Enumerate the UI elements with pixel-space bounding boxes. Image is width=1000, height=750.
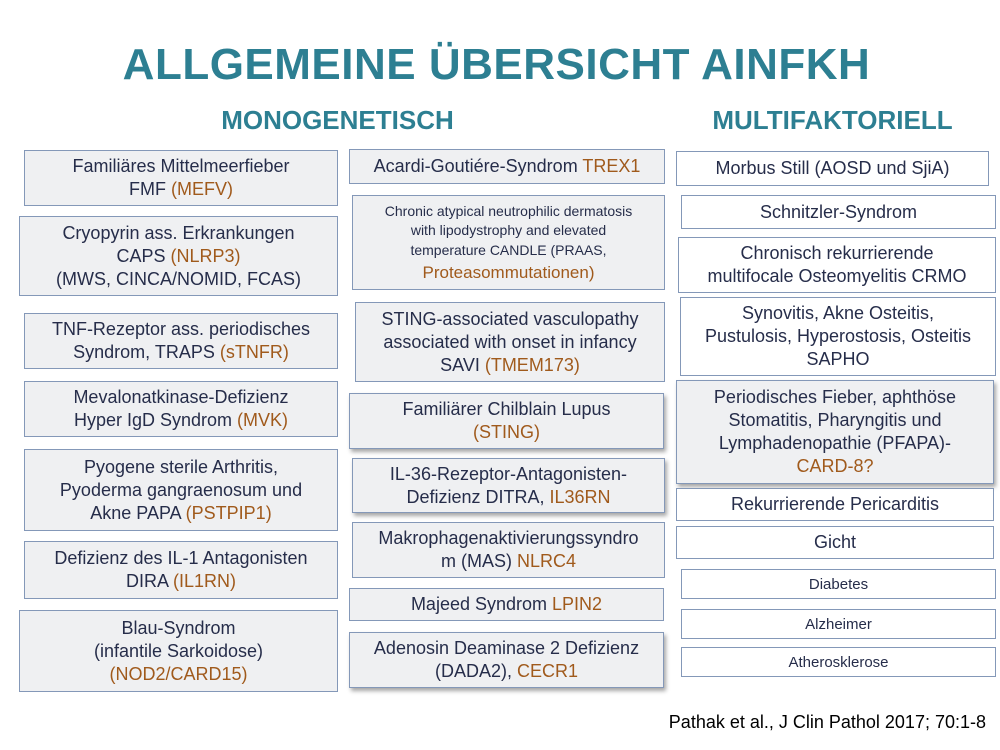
disease-box-morbus-still [676,151,989,186]
gene-label: (NLRP3) [170,245,241,266]
box-line: Gicht [813,532,856,552]
box-line: Cryopyrin ass. Erkrankungen [62,222,295,243]
box-line: m (MAS) [440,551,517,571]
box-line: DIRA [125,571,173,591]
box-line: Mevalonatkinase-Defizienz [73,387,289,407]
box-line: Synovitis, Akne Osteitis, [741,303,935,323]
disease-box-traps [24,313,338,369]
box-line: Defizienz DITRA, [406,486,550,507]
box-line: Alzheimer [805,615,872,633]
disease-box-fmf [24,150,338,206]
box-line: FMF [129,179,171,199]
box-line: Familiärer Chilblain Lupus [402,399,611,419]
box-line: Pustulosis, Hyperostosis, Osteitis [704,326,972,346]
box-line: Diabetes [808,575,869,593]
disease-box-candle [352,195,665,290]
box-line: SAVI [440,354,485,375]
box-line: Chronic atypical neutrophilic dermatosis [384,202,633,219]
gene-label: (MEFV) [171,179,233,199]
box-line: Akne PAPA [90,502,186,523]
box-line: associated with onset in infancy [383,331,637,352]
column-heading-multifactorial: MULTIFAKTORIELL [712,105,953,135]
box-line: Chronisch rekurrierende [740,243,934,263]
disease-box-mas [352,522,665,578]
disease-box-dira [24,541,338,599]
box-line: STING-associated vasculopathy [381,308,639,329]
disease-box-ditra [352,458,665,513]
box-line: (DADA2), [434,661,517,681]
gene-label: (STING) [473,422,540,442]
gene-label: CECR1 [517,661,579,681]
box-line: SAPHO [806,349,870,369]
disease-box-diabetes [681,569,996,599]
box-line: Blau-Syndrom [121,617,236,638]
disease-box-pericarditis [676,488,994,521]
box-line: with lipodystrophy and elevated [410,221,607,238]
box-line: IL-36-Rezeptor-Antagonisten- [389,463,628,484]
disease-box-majeed [349,588,664,621]
disease-box-chilblain-lupus [349,393,664,449]
box-line: Adenosin Deaminase 2 Defizienz [373,638,640,658]
box-line: Pyoderma gangraenosum und [59,479,303,500]
box-line: (infantile Sarkoidose) [93,640,264,661]
gene-label: (NOD2/CARD15) [109,663,248,684]
slide-title: ALLGEMEINE ÜBERSICHT AINFKH [122,40,871,89]
box-line: Majeed Syndrom [410,594,553,614]
box-line: Rekurrierende Pericarditis [730,494,940,514]
box-line: Lymphadenopathie (PFAPA)- [718,433,952,453]
box-line: Stomatitis, Pharyngitis und [728,410,942,430]
disease-box-mvk [24,381,338,437]
box-line: Defizienz des IL-1 Antagonisten [54,548,308,568]
gene-label: (PSTPIP1) [185,502,272,523]
citation: Pathak et al., J Clin Pathol 2017; 70:1-8 [668,712,986,732]
gene-label: (IL1RN) [173,571,237,591]
box-line: Atherosklerose [788,653,889,671]
box-line: temperature CANDLE (PRAAS, [410,241,607,258]
box-line: Syndrom, TRAPS [73,342,220,362]
box-line: TNF-Rezeptor ass. periodisches [51,319,311,339]
gene-label: TREX1 [582,156,641,176]
gene-label: CARD-8? [796,456,874,476]
box-line: Familiäres Mittelmeerfieber [72,156,290,176]
box-line: (MWS, CINCA/NOMID, FCAS) [56,268,301,289]
box-line: Morbus Still (AOSD und SjiA) [715,158,950,178]
box-line: Hyper IgD Syndrom [73,410,238,430]
gene-label: Proteasommutationen) [422,262,595,282]
gene-label: IL36RN [549,486,611,507]
disease-box-atherosklerose [681,647,996,677]
gene-label: (MVK) [237,410,289,430]
gene-label: (TMEM173) [484,354,580,375]
box-line: Periodisches Fieber, aphthöse [713,387,957,407]
disease-box-sapho [680,297,996,376]
gene-label: (sTNFR) [219,342,289,362]
gene-label: NLRC4 [516,551,577,571]
disease-box-alzheimer [681,609,996,639]
disease-box-schnitzler [681,195,996,229]
disease-box-blau [19,610,338,692]
gene-label: LPIN2 [552,594,603,614]
box-line: Pyogene sterile Arthritis, [83,456,279,477]
disease-box-pfapa [676,380,994,484]
box-line: Schnitzler-Syndrom [759,201,918,222]
disease-box-caps [19,216,338,296]
box-line: CAPS [116,245,171,266]
box-line: Acardi-Goutiére-Syndrom [373,156,583,176]
box-line: multifocale Osteomyelitis CRMO [707,266,967,286]
disease-box-dada2 [349,632,664,688]
box-line: Makrophagenaktivierungssyndro [378,528,639,548]
disease-box-savi [355,302,665,382]
disease-box-papa [24,449,338,531]
column-heading-monogenetic: MONOGENETISCH [221,105,454,135]
disease-box-gicht [676,526,994,559]
disease-box-acardi-goutiere [349,149,665,184]
disease-box-crmo [678,237,996,293]
